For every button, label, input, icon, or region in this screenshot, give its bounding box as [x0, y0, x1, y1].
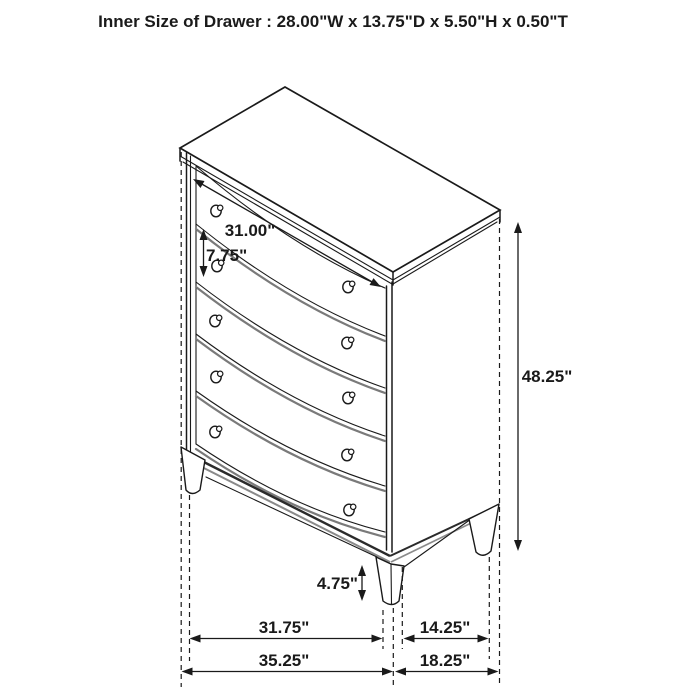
label-leg-height: 4.75" — [316, 574, 358, 593]
label-overall-height: 48.25" — [521, 367, 573, 386]
page-title: Inner Size of Drawer : 28.00"W x 13.75"D x 5.50"H x 0.50"T — [98, 12, 568, 31]
chest-drawing — [180, 87, 500, 687]
label-overall-width: 35.25" — [258, 651, 310, 670]
label-drawer-face-height: 7.75" — [206, 246, 248, 265]
label-overall-depth: 18.25" — [419, 651, 471, 670]
label-side-leg-spacing: 14.25" — [419, 618, 471, 637]
label-drawer-width: 31.00" — [224, 221, 276, 240]
front-center-leg — [376, 557, 404, 605]
label-front-leg-spacing: 31.75" — [258, 618, 310, 637]
